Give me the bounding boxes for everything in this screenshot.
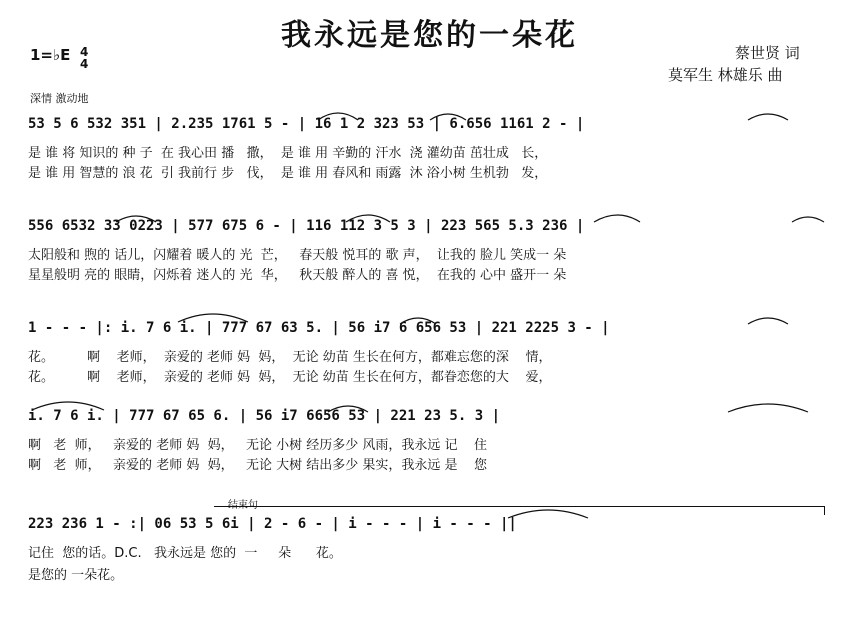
notation-line: 556 6532 33 0223 | 577 675 6 - | 116 112 3 5 3 | 223 565 5.3 236 | (28, 218, 585, 234)
lyric-verse-2: 是您的 一朵花。 (28, 568, 124, 583)
notation-line: 223 236 1 - :| 06 53 5 6i | 2 - 6 - | i - - - | i - - - || (28, 516, 517, 532)
lyric-verse-1: 是 谁 将 知识的 种 子 在 我心田 播 撒， 是 谁 用 辛勤的 汗水 浇 灌幼苗 茁壮成 长， (28, 146, 548, 161)
lyric-verse-2: 花。 啊 老师， 亲爱的 老师 妈 妈， 无论 幼苗 生长在何方，都眷恋您的大 爱， (28, 370, 552, 385)
time-signature-bottom: 4 (80, 57, 89, 71)
lyric-verse-1: 太阳般和 煦的 话儿，闪耀着 暖人的 光 芒， 春天般 悦耳的 歌 声， 让我的 脸儿 笑成一 朵 (28, 248, 567, 263)
notation-line: 1 - - - |: i. 7 6 i. | 777 67 63 5. | 56 i7 6 656 53 | 221 2225 3 - | (28, 320, 610, 336)
ending-bracket-label: 结束句 (228, 500, 258, 511)
music-system-4 (28, 404, 828, 476)
notation-line: 53 5 6 532 351 | 2.235 1761 5 - | 16 1 2 323 53 | 6.656 1161 2 - | (28, 116, 585, 132)
lyric-verse-2: 是 谁 用 智慧的 浪 花 引 我前行 步 伐， 是 谁 用 春风和 雨露 沐 浴小树 生机勃 发， (28, 166, 548, 181)
music-system-1 (28, 112, 828, 184)
time-signature (80, 46, 88, 70)
music-system-3 (28, 316, 828, 388)
notation-line: i. 7 6 i. | 777 67 65 6. | 56 i7 6656 53 | 221 23 5. 3 | (28, 408, 501, 424)
tempo-marking: 深情 激动地 (30, 92, 89, 105)
lyric-verse-2: 啊 老 师， 亲爱的 老师 妈 妈， 无论 大树 结出多少 果实，我永远 是 您 (28, 458, 488, 473)
music-system-5 (28, 500, 828, 583)
time-signature-top: 4 (80, 45, 89, 59)
lyric-verse-1: 花。 啊 老师， 亲爱的 老师 妈 妈， 无论 幼苗 生长在何方，都难忘您的深 情， (28, 350, 552, 365)
lyric-verse-1: 记住 您的话。D.C. 我永远是 您的 一 朵 花。 (28, 546, 342, 561)
lyric-verse-2: 星星般明 亮的 眼睛，闪烁着 迷人的 光 华， 秋天般 醉人的 喜 悦， 在我的 心中 盛开一 朵 (28, 268, 567, 283)
lyricist-credit: 蔡世贤 词 (735, 44, 800, 62)
lyric-verse-1: 啊 老 师， 亲爱的 老师 妈 妈， 无论 小树 经历多少 风雨，我永远 记 住 (28, 438, 488, 453)
page-title: 我永远是您的一朵花 (281, 18, 578, 53)
key-signature: 1=♭E (30, 46, 71, 64)
music-system-2 (28, 214, 828, 286)
composer-credit: 莫军生 林雄乐 曲 (668, 66, 783, 84)
